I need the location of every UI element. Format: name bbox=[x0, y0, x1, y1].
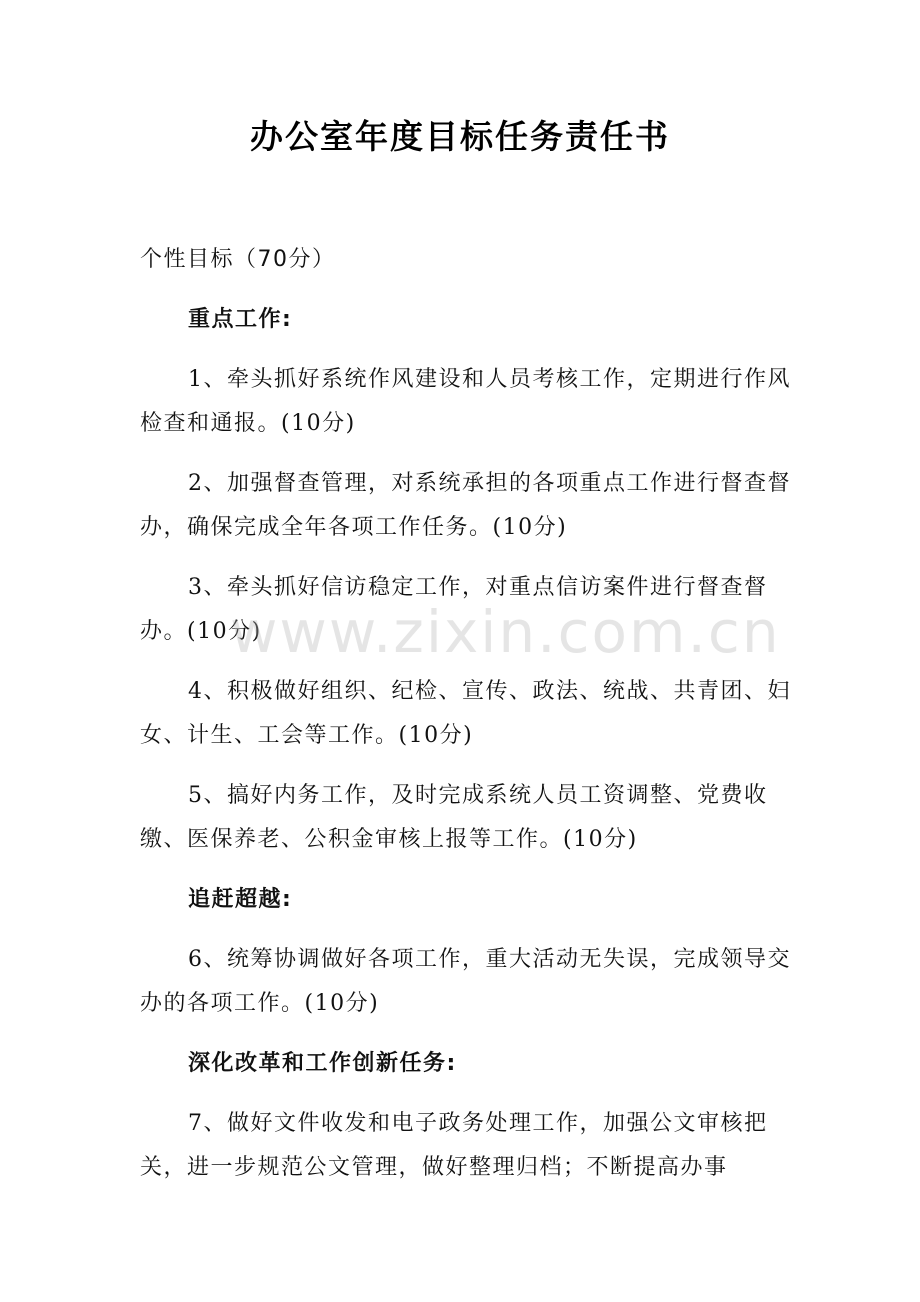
task-item-7: 7、做好文件收发和电子政务处理工作，加强公文审核把关，进一步规范公文管理，做好整理归档；不断提高办事 bbox=[140, 1111, 768, 1180]
task-item-1: 1、牵头抓好系统作风建设和人员考核工作，定期进行作风检查和通报。(10分) bbox=[140, 367, 791, 436]
task-item-4: 4、积极做好组织、纪检、宣传、政法、统战、共青团、妇女、计生、工会等工作。(10分) bbox=[140, 679, 791, 748]
heading-catch-up: 追赶超越: bbox=[188, 887, 293, 912]
task-item-6: 6、统筹协调做好各项工作，重大活动无失误，完成领导交办的各项工作。(10分) bbox=[140, 947, 791, 1016]
heading-reform: 深化改革和工作创新任务: bbox=[188, 1051, 457, 1076]
task-item-3: 3、牵头抓好信访稳定工作，对重点信访案件进行督查督办。(10分) bbox=[140, 575, 768, 644]
document-title: 办公室年度目标任务责任书 bbox=[250, 117, 670, 156]
watermark-text: www.zixin.com.cn bbox=[230, 598, 781, 666]
section-title: 个性目标（70分） bbox=[140, 247, 336, 272]
task-item-5: 5、搞好内务工作，及时完成系统人员工资调整、党费收缴、医保养老、公积金审核上报等工作。(10分) bbox=[140, 783, 768, 852]
task-item-2: 2、加强督查管理，对系统承担的各项重点工作进行督查督办，确保完成全年各项工作任务。(10分) bbox=[140, 471, 791, 540]
heading-key-work: 重点工作: bbox=[188, 307, 293, 332]
document-body bbox=[140, 238, 800, 1206]
